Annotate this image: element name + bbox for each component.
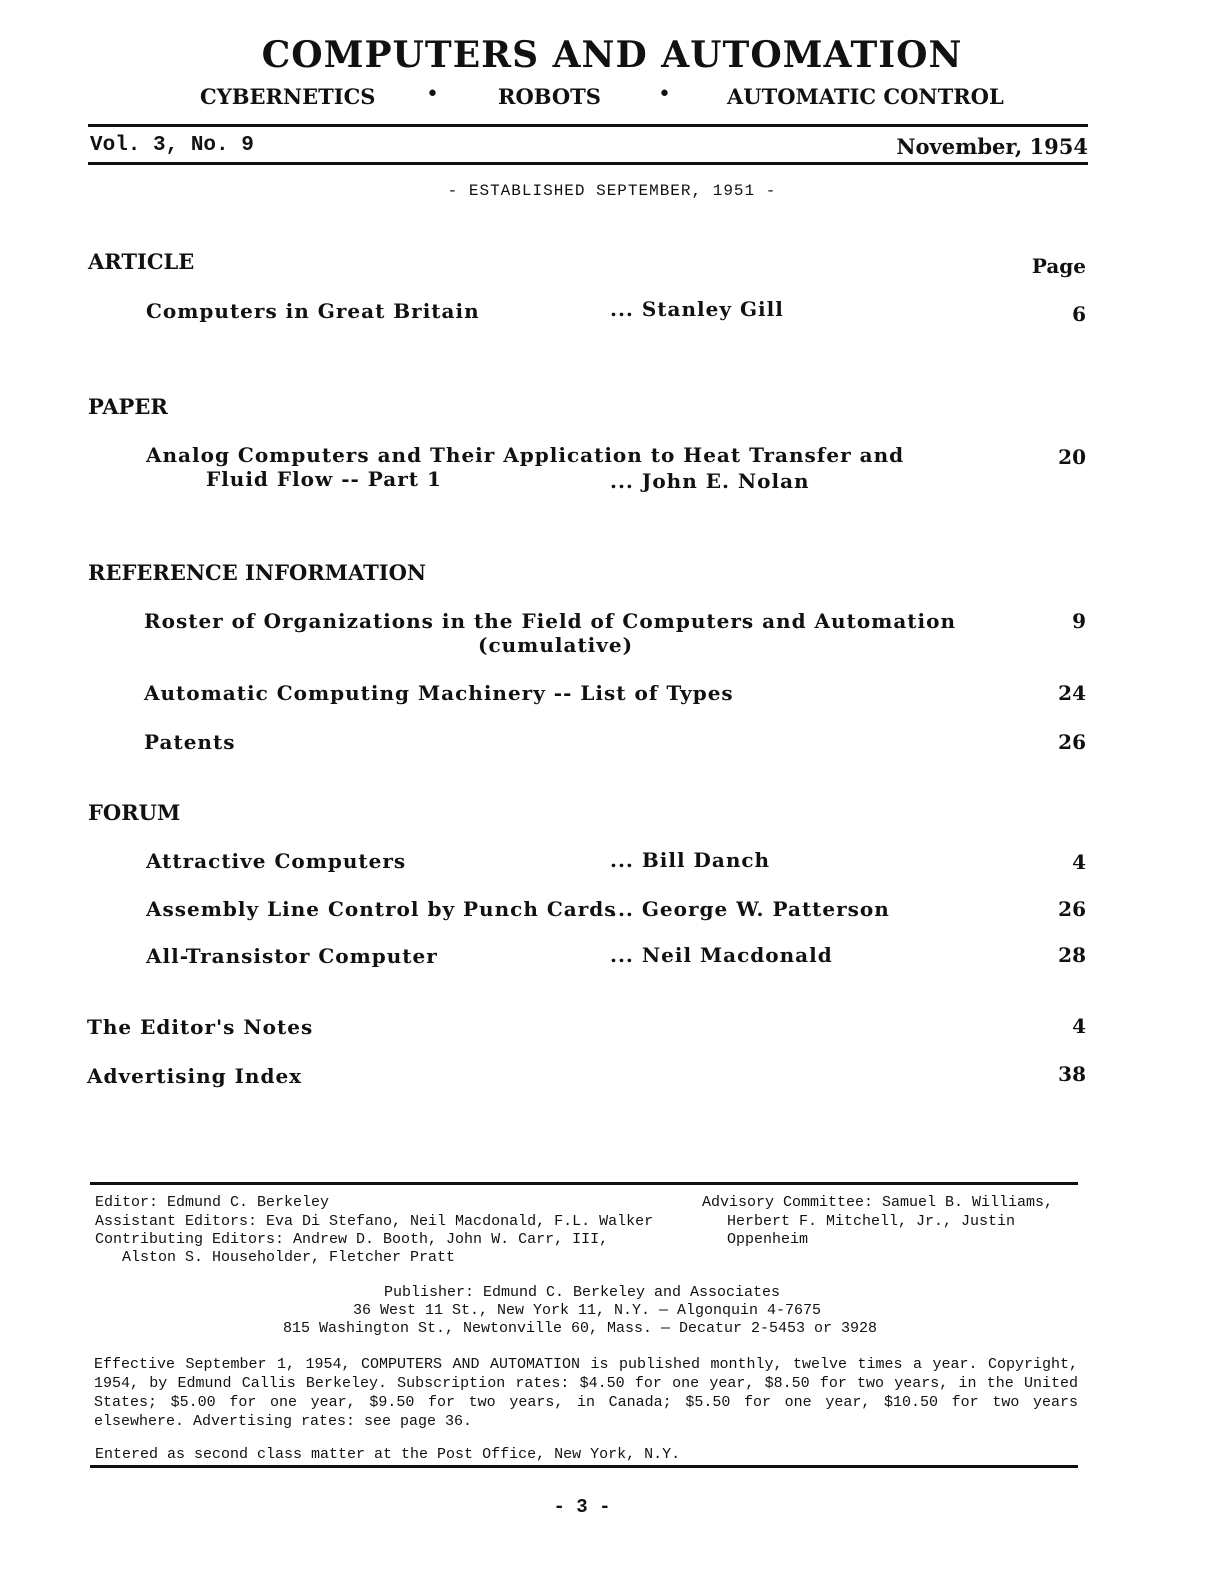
toc-entry-title: Computers in Great Britain [146,299,480,323]
header-rule-top [88,124,1088,127]
toc-entry-title: Advertising Index [87,1064,303,1088]
advisory-committee-line-continued: Oppenheim [727,1231,809,1248]
toc-entry-title-continued: (cumulative) [478,633,634,657]
established-line: - ESTABLISHED SEPTEMBER, 1951 - [447,182,777,200]
bullet-separator: • [426,82,439,107]
issue-date: November, 1954 [896,134,1088,159]
page-number: - 3 - [553,1496,611,1518]
section-heading-forum: FORUM [88,800,181,825]
toc-entry-page: 20 [1058,445,1086,469]
advisory-committee-line: Advisory Committee: Samuel B. Williams, [702,1194,1054,1211]
toc-entry-title: The Editor's Notes [87,1015,314,1039]
staff-rule-top [90,1182,1078,1185]
toc-entry-author: ... Stanley Gill [610,297,784,321]
volume-number: Vol. 3, No. 9 [90,134,254,157]
toc-entry-page: 26 [1058,730,1086,754]
toc-entry-title: Automatic Computing Machinery -- List of Types [144,681,734,705]
toc-entry-title: Roster of Organizations in the Field of Computers and Automation [144,609,957,633]
staff-rule-bottom [90,1465,1078,1468]
section-heading-reference: REFERENCE INFORMATION [88,560,427,585]
toc-entry-title-continued: Fluid Flow -- Part 1 [206,467,442,491]
magazine-title: COMPUTERS AND AUTOMATION [261,34,963,76]
toc-entry-page: 38 [1058,1062,1086,1086]
contributing-editors-line: Contributing Editors: Andrew D. Booth, John W. Carr, III, [95,1231,609,1248]
toc-entry-page: 4 [1072,850,1086,874]
toc-entry-title: Analog Computers and Their Application to Heat Transfer and [146,443,905,467]
bullet-separator: • [658,82,671,107]
page-column-header: Page [1031,254,1086,278]
publisher-address-new-york: 36 West 11 St., New York 11, N.Y. — Algonquin 4-7675 [352,1302,822,1319]
toc-entry-author: ... Bill Danch [610,848,771,872]
subtitle-automatic-control: AUTOMATIC CONTROL [727,84,1004,109]
toc-entry-page: 4 [1072,1014,1086,1038]
toc-entry-title: All-Transistor Computer [146,944,438,968]
subtitle-robots: ROBOTS [498,84,601,109]
advisory-committee-line-continued: Herbert F. Mitchell, Jr., Justin [727,1213,1016,1230]
toc-entry-title: Attractive Computers [146,849,407,873]
toc-entry-title: Assembly Line Control by Punch Cards [146,897,617,921]
toc-entry-author: ... George W. Patterson [610,897,890,921]
toc-entry-author: ... Neil Macdonald [610,943,833,967]
toc-entry-page: 6 [1072,302,1086,326]
toc-entry-page: 28 [1058,943,1086,967]
toc-entry-page: 24 [1058,681,1086,705]
contributing-editors-line-continued: Alston S. Householder, Fletcher Pratt [122,1249,456,1266]
assistant-editors-line: Assistant Editors: Eva Di Stefano, Neil Macdonald, F.L. Walker [95,1213,654,1230]
toc-entry-author: ... John E. Nolan [610,469,810,493]
toc-entry-title: Patents [144,730,236,754]
header-rule-bottom [88,162,1088,165]
postal-entry-notice: Entered as second class matter at the Post Office, New York, N.Y. [95,1446,681,1463]
section-heading-article: ARTICLE [88,249,195,274]
editor-line: Editor: Edmund C. Berkeley [95,1194,330,1211]
publication-notice: Effective September 1, 1954, COMPUTERS AND AUTOMATION is published monthly, twelve times a year. Copyright, 1954, by Edmund Callis Berkeley. Subscription rates: $4.50 for one year, $8.50 for two years, in the United States; $5.00 for one year, $9.50 for two years, in Canada; $5.50 for one year, $10.50 for two years elsewhere. Advertising rates: see page 36. [94,1356,1078,1430]
publisher-address-newtonville: 815 Washington St., Newtonville 60, Mass. — Decatur 2-5453 or 3928 [282,1320,878,1337]
toc-entry-page: 26 [1058,897,1086,921]
toc-entry-page: 9 [1072,609,1086,633]
section-heading-paper: PAPER [88,394,168,419]
publisher-line: Publisher: Edmund C. Berkeley and Associates [383,1284,781,1301]
subtitle-cybernetics: CYBERNETICS [200,84,376,109]
